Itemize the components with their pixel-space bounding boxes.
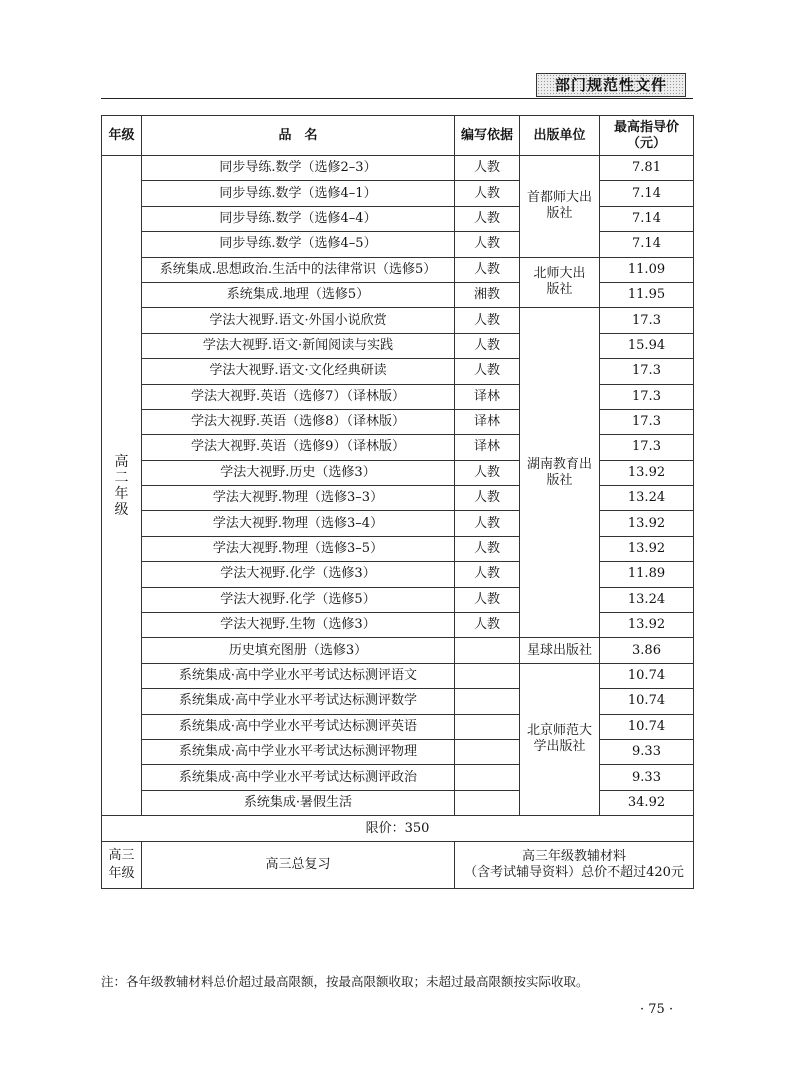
table-row	[102, 359, 694, 384]
item-name: 系统集成·暑假生活	[142, 790, 455, 815]
grade-char: 二	[114, 469, 129, 486]
item-basis: 人教	[455, 613, 520, 638]
senior-note-cell	[455, 842, 694, 889]
table-row	[102, 435, 694, 460]
table-row	[102, 562, 694, 587]
item-name: 系统集成.思想政治.生活中的法律常识（选修5）	[142, 257, 455, 282]
item-name: 系统集成·高中学业水平考试达标测评政治	[142, 765, 455, 790]
item-basis	[455, 765, 520, 790]
item-name: 学法大视野.语文·新闻阅读与实践	[142, 333, 455, 358]
item-price: 7.14	[600, 181, 694, 206]
item-name: 同步导练.数学（选修4–5）	[142, 232, 455, 257]
table-row	[102, 409, 694, 434]
table-row	[102, 460, 694, 485]
grade-cell	[102, 156, 142, 816]
item-basis	[455, 714, 520, 739]
table-row	[102, 689, 694, 714]
item-basis: 人教	[455, 156, 520, 181]
item-name: 学法大视野.物理（选修3–4）	[142, 511, 455, 536]
grade-char: 年	[114, 485, 129, 502]
item-name: 学法大视野.物理（选修3–5）	[142, 536, 455, 561]
item-price: 13.92	[600, 613, 694, 638]
publisher-cell	[520, 308, 600, 638]
item-name: 同步导练.数学（选修4–4）	[142, 206, 455, 231]
item-basis: 人教	[455, 333, 520, 358]
price-table	[101, 115, 694, 889]
item-price: 7.14	[600, 206, 694, 231]
item-basis	[455, 663, 520, 688]
table-row	[102, 790, 694, 815]
senior-grade-label: 高三年级	[108, 848, 135, 882]
limit-row	[102, 816, 694, 842]
item-basis: 湘教	[455, 282, 520, 307]
table-row	[102, 257, 694, 282]
column-header-publisher: 出版单位	[520, 116, 600, 156]
header-rule	[101, 98, 693, 99]
table-row	[102, 333, 694, 358]
table-row	[102, 739, 694, 764]
item-basis: 人教	[455, 232, 520, 257]
item-name: 学法大视野.英语（选修7）（译林版）	[142, 384, 455, 409]
item-name: 系统集成·高中学业水平考试达标测评数学	[142, 689, 455, 714]
item-price: 15.94	[600, 333, 694, 358]
table-row	[102, 282, 694, 307]
item-price: 3.86	[600, 638, 694, 663]
publisher-cell	[520, 663, 600, 815]
table-row	[102, 714, 694, 739]
item-name: 系统集成.地理（选修5）	[142, 282, 455, 307]
senior-note-line1: 高三年级教辅材料	[521, 849, 626, 865]
document-category-tag: 部门规范性文件	[536, 73, 686, 97]
publisher-label: 北师大出版社	[533, 266, 586, 298]
item-basis: 译林	[455, 435, 520, 460]
item-name: 历史填充图册（选修3）	[142, 638, 455, 663]
table-row	[102, 156, 694, 181]
item-name: 同步导练.数学（选修2–3）	[142, 156, 455, 181]
item-basis: 人教	[455, 511, 520, 536]
item-name: 学法大视野.语文·文化经典研读	[142, 359, 455, 384]
grade-char: 级	[114, 501, 129, 518]
column-header-grade: 年级	[102, 116, 142, 156]
item-name: 系统集成·高中学业水平考试达标测评英语	[142, 714, 455, 739]
table-row	[102, 206, 694, 231]
item-basis: 人教	[455, 308, 520, 333]
page-number: · 75 ·	[640, 1002, 674, 1017]
item-name: 学法大视野.生物（选修3）	[142, 613, 455, 638]
item-basis: 人教	[455, 486, 520, 511]
item-basis	[455, 790, 520, 815]
column-header-basis: 编写依据	[455, 116, 520, 156]
table-row	[102, 181, 694, 206]
item-price: 11.09	[600, 257, 694, 282]
footnote: 注：各年级教辅材料总价超过最高限额，按最高限额收取；未超过最高限额按实际收取。	[101, 974, 589, 989]
item-basis: 人教	[455, 206, 520, 231]
grade-char: 高	[114, 453, 129, 470]
item-price: 7.14	[600, 232, 694, 257]
item-price: 34.92	[600, 790, 694, 815]
item-price: 13.24	[600, 486, 694, 511]
item-name: 学法大视野.化学（选修3）	[142, 562, 455, 587]
grade-label	[102, 454, 141, 518]
item-name: 学法大视野.历史（选修3）	[142, 460, 455, 485]
item-basis	[455, 689, 520, 714]
senior-item-name: 高三总复习	[142, 842, 455, 889]
item-basis: 人教	[455, 359, 520, 384]
item-name: 同步导练.数学（选修4–1）	[142, 181, 455, 206]
table-row	[102, 613, 694, 638]
publisher-cell	[520, 156, 600, 258]
item-price: 13.24	[600, 587, 694, 612]
publisher-cell: 星球出版社	[520, 638, 600, 663]
limit-cell: 限价：350	[102, 816, 694, 842]
senior-grade-cell	[102, 842, 142, 889]
item-price: 17.3	[600, 409, 694, 434]
item-basis: 人教	[455, 587, 520, 612]
publisher-label: 北京师范大学出版社	[526, 723, 592, 755]
item-name: 学法大视野.语文·外国小说欣赏	[142, 308, 455, 333]
publisher-cell	[520, 257, 600, 308]
item-price: 13.92	[600, 460, 694, 485]
item-name: 学法大视野.化学（选修5）	[142, 587, 455, 612]
table-row	[102, 486, 694, 511]
item-price: 9.33	[600, 739, 694, 764]
item-price: 13.92	[600, 536, 694, 561]
item-price: 17.3	[600, 359, 694, 384]
table-row	[102, 638, 694, 663]
item-price: 9.33	[600, 765, 694, 790]
column-header-price: 最高指导价（元）	[600, 116, 694, 156]
item-price: 17.3	[600, 435, 694, 460]
item-basis: 译林	[455, 409, 520, 434]
table-row	[102, 663, 694, 688]
table-row	[102, 308, 694, 333]
publisher-label: 首都师大出版社	[526, 190, 592, 222]
table-row	[102, 232, 694, 257]
item-basis: 人教	[455, 181, 520, 206]
senior-note-line2: （含考试辅导资料）总价不超过420元	[464, 865, 684, 881]
table-row	[102, 765, 694, 790]
item-price: 17.3	[600, 308, 694, 333]
table-row	[102, 587, 694, 612]
item-price: 17.3	[600, 384, 694, 409]
item-name: 系统集成·高中学业水平考试达标测评语文	[142, 663, 455, 688]
item-basis	[455, 739, 520, 764]
table-header-row	[102, 116, 694, 156]
item-price: 7.81	[600, 156, 694, 181]
item-basis: 人教	[455, 460, 520, 485]
item-basis: 译林	[455, 384, 520, 409]
item-basis: 人教	[455, 257, 520, 282]
publisher-label: 湖南教育出版社	[526, 456, 592, 488]
item-price: 11.95	[600, 282, 694, 307]
item-basis	[455, 638, 520, 663]
senior-grade-row	[102, 842, 694, 889]
table-row	[102, 511, 694, 536]
item-price: 10.74	[600, 689, 694, 714]
item-basis: 人教	[455, 562, 520, 587]
item-price: 11.89	[600, 562, 694, 587]
table-row	[102, 536, 694, 561]
column-header-name: 品 名	[142, 116, 455, 156]
item-basis: 人教	[455, 536, 520, 561]
item-price: 10.74	[600, 663, 694, 688]
table-row	[102, 384, 694, 409]
item-price: 10.74	[600, 714, 694, 739]
item-name: 系统集成·高中学业水平考试达标测评物理	[142, 739, 455, 764]
item-name: 学法大视野.物理（选修3–3）	[142, 486, 455, 511]
item-price: 13.92	[600, 511, 694, 536]
item-name: 学法大视野.英语（选修8）（译林版）	[142, 409, 455, 434]
item-name: 学法大视野.英语（选修9）（译林版）	[142, 435, 455, 460]
